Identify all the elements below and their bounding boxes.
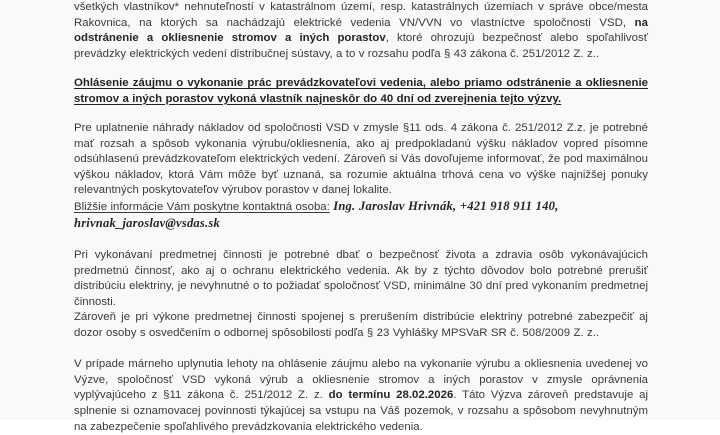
heading-notice-deadline: Ohlásenie záujmu o vykonanie prác prevádzkovateľovi vedenia, alebo priamo odstránenie a okliesnenie stromov a iných porastov vykoná vlastník najneskôr do 40 dní od zverejnenia tejto výzvy.	[74, 77, 648, 105]
spacer-after-supervision	[74, 341, 648, 357]
paragraph-contact	[74, 199, 648, 216]
paragraph-safety: Pri vykonávaní predmetnej činnosti je potrebné dbať o bezpečnosť života a zdravia osôb vykonávajúcich predmetnú činnosť, ako aj o ochranu elektrického vedenia. Ak by z týchto dôvodov bolo potrebné prerušiť distribúciu elektriny, je nevyhnutné o to požiadať spoločnosť VSD, minimálne 30 dní pred vykonaním predmetnej činnosti.	[74, 249, 648, 308]
deadline-text-part-2: . Táto Výzva zároveň predstavuje aj splnenie si oznamovacej povinnosti týkajúcej sa vstupu na Váš pozemok, v rozsahu a spôsobom nevyhnutným na zabezpečenie spoľahlivého prevádzkovania elektrického vedenia.	[74, 389, 649, 433]
intro-text-part-2: , ktoré ohrozujú bezpečnosť alebo spoľahlivosť prevádzky elektrických vedení distribučnej sústavy, a to v rozsahu podľa § 43 zákona č. 251/2012 Z. z..	[74, 32, 649, 60]
contact-lead-text: Bližšie informácie Vám poskytne kontaktná osoba:	[74, 201, 330, 214]
paragraph-supervision: Zároveň je pri výkone predmetnej činnosti spojenej s prerušením distribúcie elektriny potrebné zabezpečiť aj dozor osoby s osvedčením o odbornej spôsobilosti podľa § 23 Vyhlášky MPSVaR SR č. 508/2009 Z. z..	[74, 311, 648, 339]
intro-bold-emphasis: na odstránenie a okliesnenie stromov a iných porastov	[74, 16, 648, 45]
paragraph-deadline	[74, 357, 648, 435]
spacer-after-contact	[74, 232, 648, 248]
paragraph-contact-email	[74, 216, 648, 233]
deadline-date-emphasis: do termínu 28.02.2026	[328, 389, 454, 402]
paragraph-intro-continuation	[74, 0, 648, 62]
contact-email-address: hrivnak_jaroslav@vsdas.sk	[74, 215, 220, 230]
deadline-text-part-1: V prípade márneho uplynutia lehoty na ohlásenie záujmu alebo na vykonanie výrubu a okliesnenia uvedenej vo Výzve, spoločnosť VSD vykoná výrub a okliesnenie stromov a iných porastov v zmysle oprávnenia vyplývajúceho z §11 zákona č. 251/2012 Z. z.	[74, 358, 648, 402]
spacer-after-heading	[74, 107, 648, 121]
paragraph-compensation: Pre uplatnenie náhrady nákladov od spoločnosti VSD v zmysle §11 ods. 4 zákona č. 251/2012 Z.z. je potrebné mať rozsah a spôsob vykonania výrubu/okliesnenia, ako aj predpokladanú výšku nákladov vopred písomne odsúhlasenú prevádzkovateľom elektrických vedení. Zároveň si Vás dovoľujeme informovať, že pod maximálnou výškou nákladov, ktorá Vám môže byť uznaná, sa rozumie aktuálna trhová cena vo výške najnižšej ponuky relevantných poskytovateľov výrubov porastov v danej lokalite.	[74, 122, 648, 197]
spacer-after-intro	[74, 62, 648, 76]
contact-name-and-phone: Ing. Jaroslav Hrivnák, +421 918 911 140,	[333, 199, 559, 214]
intro-text-part-1: všetkých vlastníkov* nehnuteľností v katastrálnom území, resp. katastrálnych územiach v správe obce/mesta Rakovnica, na ktorých sa nachádzajú elektrické vedenia VN/VVN vo vlastníctve spoločnosti VSD,	[74, 1, 648, 29]
